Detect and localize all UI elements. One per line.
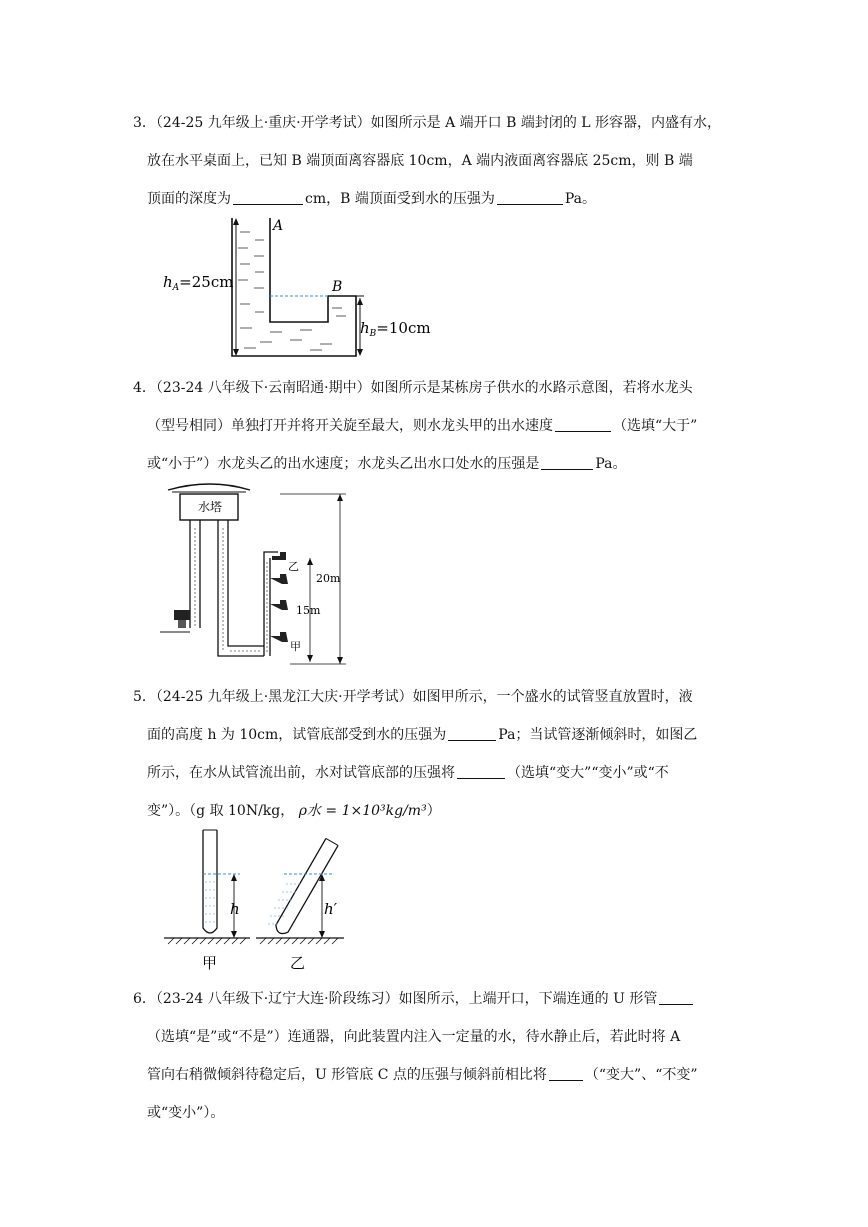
water-tower-figure bbox=[160, 480, 360, 670]
answer-blank[interactable] bbox=[233, 190, 303, 205]
q3-line-2: 放在水平桌面上，已知 B 端顶面离容器底 10cm，A 端内液面离容器底 25cm，则 B 端 bbox=[147, 153, 693, 169]
answer-blank[interactable] bbox=[659, 990, 693, 1005]
label-a: A bbox=[273, 218, 284, 234]
label-h-prime: h′ bbox=[324, 900, 338, 918]
label-h: h bbox=[230, 900, 240, 918]
q5-line-1: 5．（24-25 九年级上·黑龙江大庆·开学考试）如图甲所示，一个盛水的试管竖直放置时，液 bbox=[133, 689, 693, 705]
height-20m: 20m bbox=[316, 572, 341, 585]
label-yi: 乙 bbox=[290, 954, 306, 972]
question-6 bbox=[133, 980, 743, 1132]
answer-blank[interactable] bbox=[549, 1066, 583, 1081]
question-3 bbox=[133, 104, 743, 218]
q4-line-3: 或“小于”）水龙头乙的出水速度；水龙头乙出水口处水的压强是 Pa。 bbox=[147, 456, 627, 472]
tap-yi-label: 乙 bbox=[288, 560, 299, 573]
q5-line-2: 面的高度 h 为 10cm，试管底部受到水的压强为 Pa；当试管逐渐倾斜时，如图乙 bbox=[147, 727, 698, 743]
answer-blank[interactable] bbox=[541, 455, 593, 470]
q6-line-3: 管向右稍微倾斜待稳定后，U 形管底 C 点的压强与倾斜前相比将 （“变大”、“不变” bbox=[147, 1067, 698, 1083]
q6-line-2: （选填“是”或“不是”）连通器，向此装置内注入一定量的水，待水静止后，若此时将 A bbox=[147, 1029, 681, 1045]
q5-line-4: 变”）。（g 取 10N/kg， ρ水 = 1×10³kg/m³） bbox=[147, 803, 441, 819]
q3-line-3: 顶面的深度为 cm，B 端顶面受到水的压强为 Pa。 bbox=[147, 191, 596, 207]
q3-line-1: 3．（24-25 九年级上·重庆·开学考试）如图所示是 A 端开口 B 端封闭的 L 形容器，内盛有水， bbox=[133, 115, 722, 131]
q6-line-4: 或“变小”）。 bbox=[147, 1105, 225, 1121]
label-ha: $h_A=25cm$ bbox=[163, 273, 234, 293]
tower-label: 水塔 bbox=[198, 500, 223, 514]
answer-blank[interactable] bbox=[555, 417, 611, 432]
label-b: B bbox=[332, 279, 343, 295]
answer-blank[interactable] bbox=[448, 726, 496, 741]
q4-line-2: （型号相同）单独打开并将开关旋至最大，则水龙头甲的出水速度 （选填“大于” bbox=[147, 418, 698, 434]
answer-blank[interactable] bbox=[497, 190, 563, 205]
height-15m: 15m bbox=[296, 604, 321, 617]
label-hb: $h_B=10cm$ bbox=[360, 319, 431, 339]
q4-line-1: 4．（23-24 八年级下·云南昭通·期中）如图所示是某栋房子供水的水路示意图，若将水龙头 bbox=[133, 380, 693, 396]
l-shaped-container-figure bbox=[160, 212, 431, 362]
answer-blank[interactable] bbox=[457, 764, 505, 779]
q6-line-1: 6．（23-24 八年级下·辽宁大连·阶段练习）如图所示，上端开口，下端连通的 U 形管 bbox=[133, 980, 743, 1018]
question-5 bbox=[133, 678, 743, 830]
question-4 bbox=[133, 369, 743, 483]
test-tube-figure bbox=[160, 828, 350, 978]
tap-jia-label: 甲 bbox=[290, 640, 301, 653]
label-jia: 甲 bbox=[202, 954, 218, 972]
q5-line-3: 所示，在水从试管流出前，水对试管底部的压强将 （选填“变大”“变小”或“不 bbox=[147, 765, 669, 781]
